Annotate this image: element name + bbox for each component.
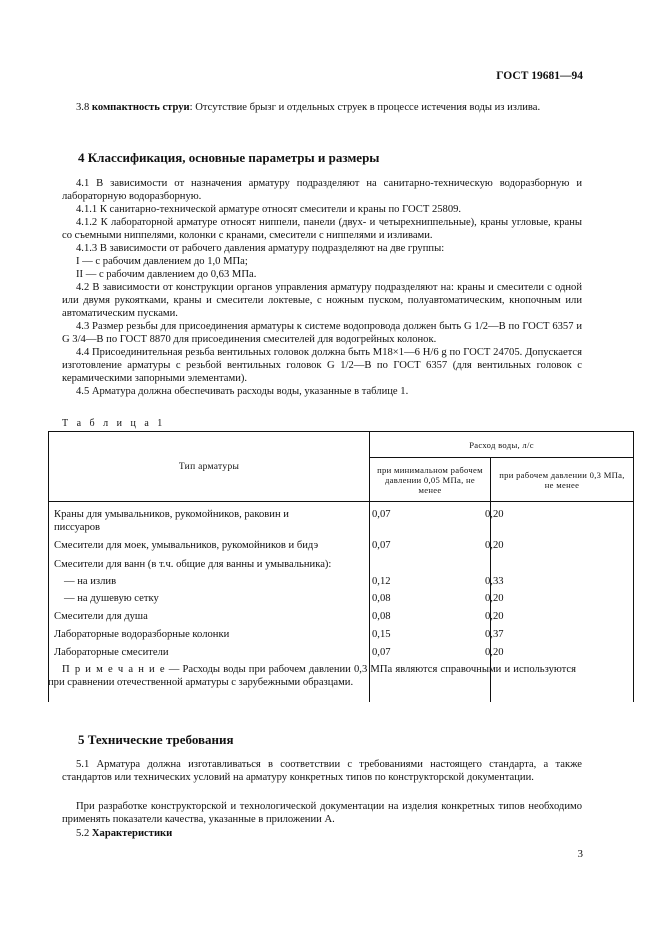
row-work: 0,20	[485, 593, 504, 604]
paragraph-3-8	[62, 101, 582, 114]
note-text: — Расходы воды при рабочем давлении 0,3 МПа являются справочными и используются при сравнении отечественной арматуры с зарубежными образцами.	[48, 664, 576, 688]
col-header-min-pressure: при минимальном рабочем давлении 0,05 МПа, не менее	[370, 458, 491, 502]
paragraph-4-1-2: 4.1.2 К лабораторной арматуре относят ниппели, панели (двух- и четырехниппельные), краны угловые, краны со съемными ниппелями, колонки с кранами, смесители с ниппелями и изливами.	[62, 217, 582, 241]
subsection-title: Характеристики	[91, 828, 173, 839]
row-min: 0,07	[372, 647, 391, 658]
row-name: Смесители для душа	[54, 611, 148, 622]
row-min: 0,07	[372, 540, 391, 551]
section-5-title: 5 Технические требования	[78, 732, 234, 747]
col-header-flow: Расход воды, л/с	[370, 432, 634, 458]
row-work: 0,20	[485, 540, 504, 551]
row-min: 0,08	[372, 593, 391, 604]
paragraph-4-4: 4.4 Присоединительная резьба вентильных головок должна быть M18×1—6 H/6 g по ГОСТ 24705. Допускается изготовление арматуры с резьбой вентильных головок G 1/2—B по ГОСТ 6357 (для вентильных головок с керамическими запорными элементами).	[62, 347, 582, 384]
row-min: 0,08	[372, 611, 391, 622]
row-work: 0,20	[485, 647, 504, 658]
paragraph-4-3: 4.3 Размер резьбы для присоединения арматуры к системе водопровода должен быть G 1/2—B по ГОСТ 6357 и G 3/4—B по ГОСТ 8870 для присоединения смесителей для водогрейных колонок.	[62, 321, 582, 345]
row-min: 0,07	[372, 509, 391, 520]
term-definition: : Отсутствие брызг и отдельных струек в процессе истечения воды из излива.	[189, 102, 541, 113]
paragraph-4-1-3: 4.1.3 В зависимости от рабочего давления арматуру подразделяют на две группы:	[76, 243, 445, 254]
row-work: 0,33	[485, 576, 504, 587]
row-name: — на излив	[64, 576, 117, 587]
section-4-title: 4 Классификация, основные параметры и размеры	[78, 150, 380, 165]
term: компактность струи	[91, 102, 190, 113]
group-1: I — с рабочим давлением до 1,0 МПа;	[76, 256, 248, 267]
row-min: 0,12	[372, 576, 391, 587]
paragraph-5-2	[62, 827, 582, 840]
paragraph-4-5: 4.5 Арматура должна обеспечивать расходы воды, указанные в таблице 1.	[76, 386, 409, 397]
paragraph-number: 5.2	[76, 828, 90, 839]
paragraph-5-1-b: При разработке конструкторской и технологической документации на изделия конкретных типов необходимо применять показатели качества, указанные в приложении А.	[62, 801, 582, 825]
paragraph-4-1: 4.1 В зависимости от назначения арматуру подразделяют на санитарно-техническую водоразборную и лабораторную водоразборную.	[62, 178, 582, 202]
row-name: Краны для умывальников, рукомойников, раковин и писсуаров	[54, 509, 289, 533]
note-label: П р и м е ч а н и е	[62, 664, 166, 675]
row-name: Лабораторные водоразборные колонки	[54, 629, 230, 640]
row-work: 0,20	[485, 611, 504, 622]
row-name: Смесители для моек, умывальников, рукомойников и бидэ	[54, 540, 319, 551]
row-work: 0,20	[485, 509, 504, 520]
paragraph-number: 3.8	[76, 102, 90, 113]
page-number: 3	[577, 848, 583, 860]
row-name: Лабораторные смесители	[54, 647, 169, 658]
row-name: Смесители для ванн (в т.ч. общие для ванны и умывальника):	[54, 559, 332, 570]
col-header-work-pressure: при рабочем давлении 0,3 МПа, не менее	[491, 458, 634, 502]
row-name: — на душевую сетку	[64, 593, 159, 604]
col-header-type: Тип арматуры	[49, 432, 370, 502]
table-1	[48, 431, 634, 702]
paragraph-4-1-1: 4.1.1 К санитарно-технической арматуре относят смесители и краны по ГОСТ 25809.	[76, 204, 462, 215]
group-2: II — с рабочим давлением до 0,63 МПа.	[76, 269, 257, 280]
paragraph-4-2: 4.2 В зависимости от конструкции органов управления арматуру подразделяют на: краны и смесители с одной или двумя рукоятками, краны и смесители локтевые, с ножным пуском, полуавтоматическим, кнопочным или автоматическим пусками.	[62, 282, 582, 319]
table-caption: Т а б л и ц а 1	[62, 418, 166, 429]
row-work: 0,37	[485, 629, 504, 640]
table-note	[48, 663, 576, 689]
paragraph-5-1: 5.1 Арматура должна изготавливаться в соответствии с требованиями настоящего стандарта, а также стандартов или технических условий на арматуру конкретных типов по конструкторской документации.	[62, 759, 582, 783]
document-header: ГОСТ 19681—94	[496, 70, 583, 82]
row-min: 0,15	[372, 629, 391, 640]
